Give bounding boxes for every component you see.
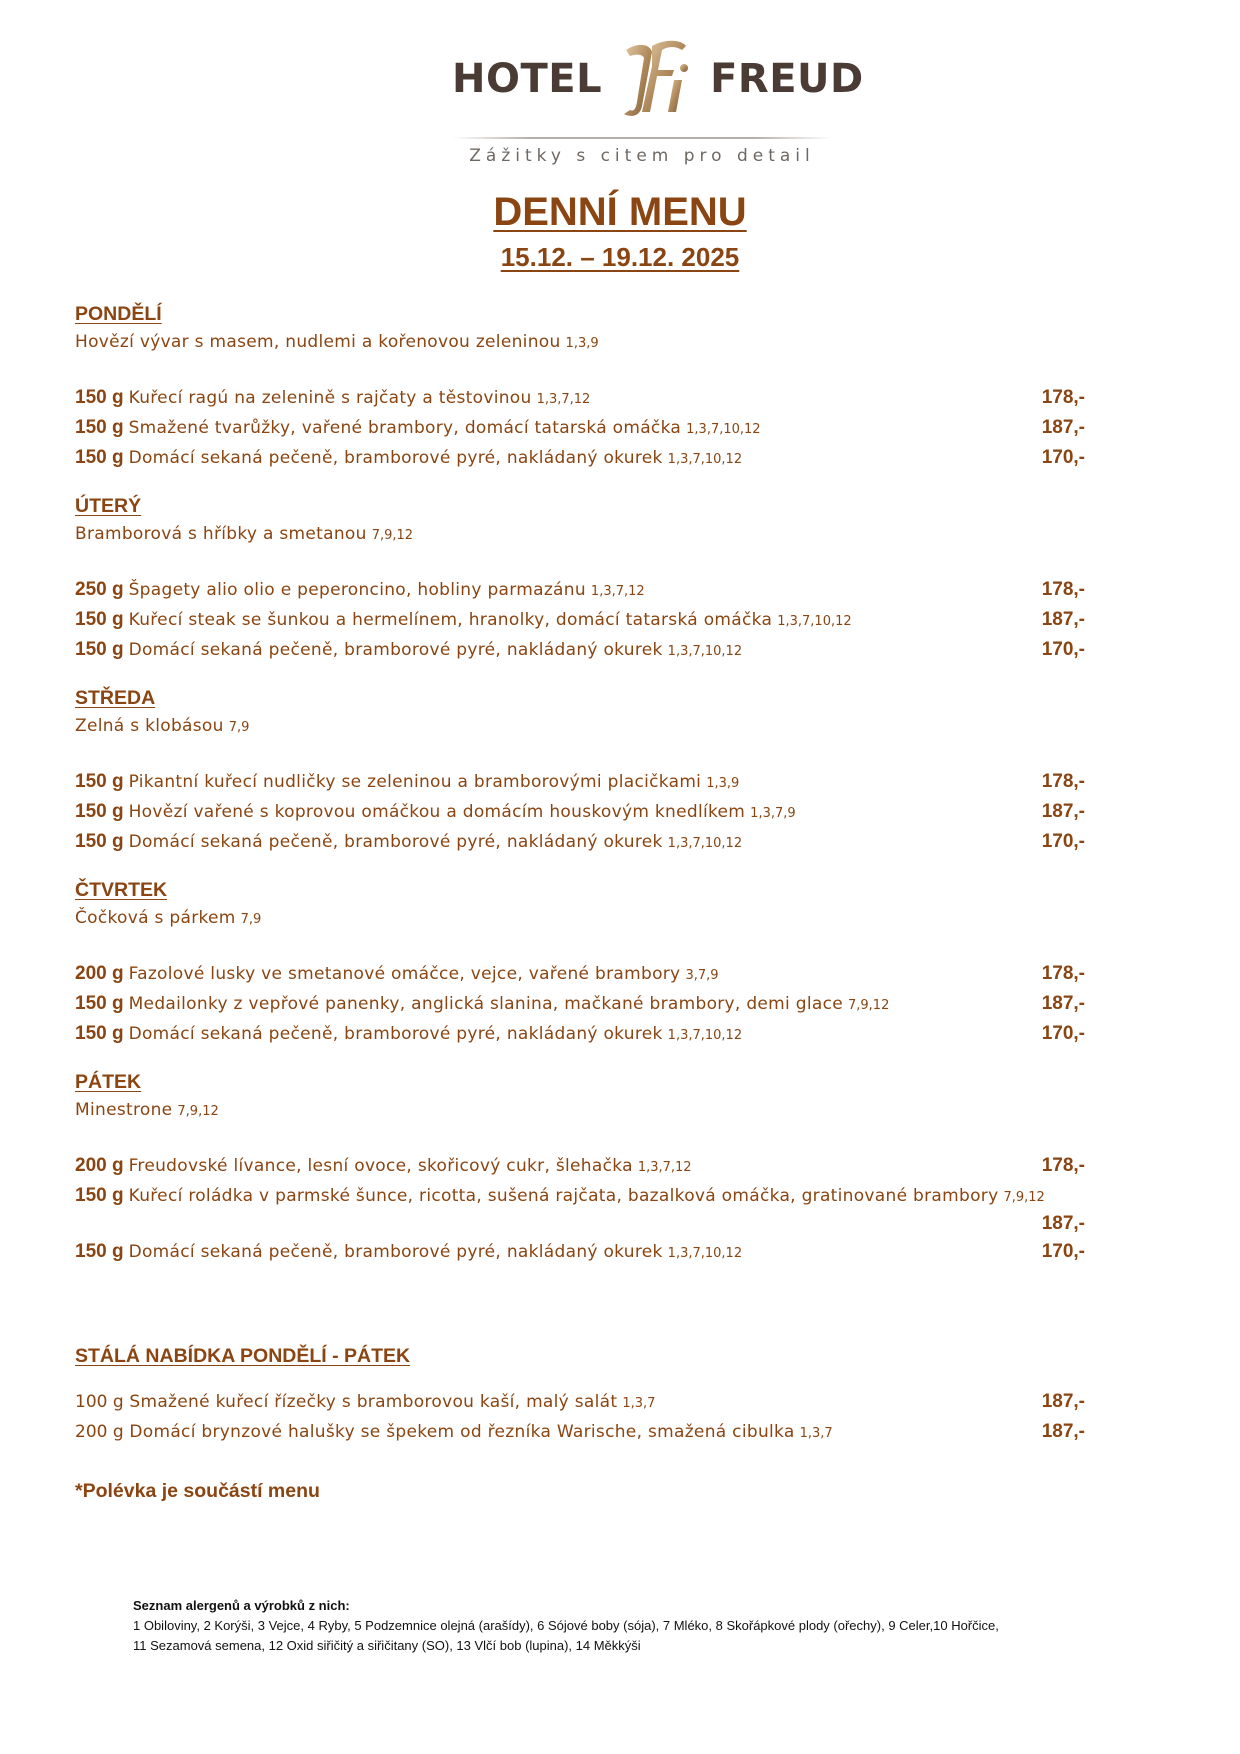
- meal-qty: 150 g: [75, 639, 124, 660]
- meal-allergens: 1,3,9: [706, 776, 740, 791]
- meal-row: [75, 1238, 1095, 1268]
- meal-price: 178,-: [1041, 1155, 1085, 1176]
- meal-price: 178,-: [1041, 579, 1085, 600]
- meal-text: Domácí brynzové halušky se špekem od řezníka Warische, smažená cibulka: [129, 1422, 795, 1442]
- meal-allergens: 1,3,7,10,12: [667, 1028, 743, 1043]
- standing-offer-title: STÁLÁ NABÍDKA PONDĚLÍ - PÁTEK: [75, 1345, 411, 1367]
- meal-qty: 150 g: [75, 417, 124, 438]
- meal-text: Smažené kuřecí řízečky s bramborovou kaší, malý salát: [129, 1392, 618, 1412]
- soup-allergens: 7,9,12: [371, 528, 414, 543]
- logo-wordmark: [452, 44, 864, 114]
- day-name: ČTVRTEK: [75, 879, 168, 901]
- meal-text: Smažené tvarůžky, vařené brambory, domácí tatarská omáčka: [128, 418, 682, 438]
- meal-allergens: 1,3,7: [799, 1426, 833, 1441]
- soup-text: Minestrone: [75, 1100, 173, 1120]
- meal-text: Pikantní kuřecí nudličky se zeleninou a bramborovými placičkami: [128, 772, 702, 792]
- meal-allergens: 1,3,7,12: [590, 584, 645, 599]
- meal-price: 178,-: [1041, 771, 1085, 792]
- soup-text: Čočková s párkem: [75, 908, 236, 928]
- meal-row: [75, 768, 1095, 798]
- meal-qty: 200 g: [75, 1422, 124, 1442]
- soup-allergens: 7,9,12: [177, 1104, 219, 1119]
- logo-tagline: Zážitky s citem pro detail: [469, 146, 815, 166]
- soup-line: [75, 1096, 1095, 1124]
- standing-row: [75, 1388, 1095, 1418]
- meal-qty: 150 g: [75, 1241, 124, 1262]
- meal-allergens: 1,3,7,10,12: [777, 614, 852, 629]
- meal-text: Fazolové lusky ve smetanové omáčce, vejce, vařené brambory: [128, 964, 681, 984]
- logo-word-freud: FREUD: [710, 56, 864, 102]
- allergen-legend-line: 1 Obiloviny, 2 Korýši, 3 Vejce, 4 Ryby, 5 Podzemnice olejná (arašídy), 6 Sójové boby (sója), 7 Mléko, 8 Skořápkové plody (ořechy), 9 Celer,10 Hořčice,: [133, 1618, 999, 1633]
- meal-qty: 150 g: [75, 1023, 124, 1044]
- soup-line: [75, 904, 1095, 932]
- meal-row: [75, 828, 1095, 858]
- meal-price: 187,-: [1041, 1213, 1085, 1234]
- standing-offer: [75, 1342, 1095, 1448]
- meal-text: Domácí sekaná pečeně, bramborové pyré, nakládaný okurek: [128, 1242, 663, 1262]
- meal-price: 170,-: [1041, 639, 1085, 660]
- meal-row: [75, 606, 1095, 636]
- meal-price: 187,-: [1041, 417, 1085, 438]
- soup-text: Zelná s klobásou: [75, 716, 224, 736]
- meal-allergens: 1,3,7,10,12: [667, 836, 743, 851]
- meal-qty: 150 g: [75, 801, 124, 822]
- meal-qty: 100 g: [75, 1392, 124, 1412]
- meal-text: Domácí sekaná pečeně, bramborové pyré, nakládaný okurek: [128, 640, 663, 660]
- meal-row: [75, 960, 1095, 990]
- meal-price: 178,-: [1041, 387, 1085, 408]
- standing-row: [75, 1418, 1095, 1448]
- meal-text: Hovězí vařené s koprovou omáčkou a domácím houskovým knedlíkem: [128, 802, 746, 822]
- day-name: ÚTERÝ: [75, 495, 142, 517]
- menu-title: DENNÍ MENU: [493, 190, 747, 234]
- hotel-logo: [0, 22, 1240, 166]
- day-tuesday: [75, 492, 1095, 666]
- meal-qty: 150 g: [75, 387, 124, 408]
- meal-qty: 150 g: [75, 447, 124, 468]
- meal-row: [75, 1152, 1095, 1182]
- meal-price: 187,-: [1041, 1391, 1085, 1412]
- soup-allergens: 1,3,9: [565, 336, 599, 351]
- soup-included-note: *Polévka je součástí menu: [75, 1480, 320, 1502]
- meal-qty: 250 g: [75, 579, 124, 600]
- day-thursday: [75, 876, 1095, 1050]
- soup-text: Bramborová s hříbky a smetanou: [75, 524, 367, 544]
- meal-qty: 150 g: [75, 993, 124, 1014]
- meal-text: Domácí sekaná pečeně, bramborové pyré, nakládaný okurek: [128, 1024, 663, 1044]
- logo-word-hotel: HOTEL: [452, 56, 603, 102]
- meal-price: 178,-: [1041, 963, 1085, 984]
- meal-allergens: 1,3,7: [622, 1396, 656, 1411]
- meal-price: 170,-: [1041, 447, 1085, 468]
- meal-row: [75, 636, 1095, 666]
- meal-row: [75, 414, 1095, 444]
- day-monday: [75, 300, 1095, 474]
- meal-qty: 150 g: [75, 771, 124, 792]
- day-friday: [75, 1068, 1095, 1268]
- meal-text: Domácí sekaná pečeně, bramborové pyré, nakládaný okurek: [128, 832, 663, 852]
- meal-text: Kuřecí ragú na zelenině s rajčaty a těstovinou: [128, 388, 532, 408]
- soup-allergens: 7,9: [240, 912, 262, 927]
- meal-row: [75, 798, 1095, 828]
- weekly-menu: [75, 300, 1095, 1286]
- logo-divider: [452, 137, 832, 139]
- meal-allergens: 1,3,7,12: [536, 392, 591, 407]
- meal-allergens: 1,3,7,10,12: [686, 422, 761, 437]
- meal-row: [75, 444, 1095, 474]
- soup-line: [75, 520, 1095, 548]
- meal-text: Špagety alio olio e peperoncino, hobliny parmazánu: [128, 580, 586, 600]
- menu-dates: 15.12. – 19.12. 2025: [500, 242, 740, 272]
- day-name: STŘEDA: [75, 687, 156, 709]
- meal-price: 187,-: [1041, 1421, 1085, 1442]
- allergen-legend-heading: Seznam alergenů a výrobků z nich:: [133, 1598, 350, 1613]
- meal-row: [75, 576, 1095, 606]
- meal-allergens: 1,3,7,10,12: [667, 452, 743, 467]
- meal-qty: 150 g: [75, 609, 124, 630]
- day-wednesday: [75, 684, 1095, 858]
- meal-price: 170,-: [1041, 831, 1085, 852]
- meal-row: [75, 990, 1095, 1020]
- meal-allergens: 1,3,7,12: [637, 1160, 692, 1175]
- soup-text: Hovězí vývar s masem, nudlemi a kořenovou zeleninou: [75, 332, 561, 352]
- meal-text: Freudovské lívance, lesní ovoce, skořicový cukr, šlehačka: [128, 1156, 633, 1176]
- meal-qty: 200 g: [75, 1155, 124, 1176]
- meal-allergens: 7,9,12: [1003, 1190, 1045, 1205]
- meal-text: Domácí sekaná pečeně, bramborové pyré, nakládaný okurek: [128, 448, 663, 468]
- meal-price: 170,-: [1041, 1241, 1085, 1262]
- meal-qty: 150 g: [75, 831, 124, 852]
- hotel-freud-monogram-icon: [608, 36, 704, 122]
- meal-qty: 150 g: [75, 1185, 124, 1206]
- meal-qty: 200 g: [75, 963, 124, 984]
- meal-row: [75, 1020, 1095, 1050]
- allergen-legend-line: 11 Sezamová semena, 12 Oxid siřičitý a siřičitany (SO), 13 Vlčí bob (lupina), 14 Měkkýši: [133, 1638, 641, 1653]
- meal-allergens: 1,3,7,10,12: [667, 1246, 743, 1261]
- day-name: PÁTEK: [75, 1071, 142, 1093]
- meal-text: Medailonky z vepřové panenky, anglická slanina, mačkané brambory, demi glace: [128, 994, 843, 1014]
- day-name: PONDĚLÍ: [75, 303, 162, 325]
- meal-price: 187,-: [1041, 801, 1085, 822]
- meal-allergens: 1,3,7,10,12: [667, 644, 743, 659]
- soup-allergens: 7,9: [228, 720, 250, 735]
- meal-text: Kuřecí steak se šunkou a hermelínem, hranolky, domácí tatarská omáčka: [128, 610, 773, 630]
- allergen-legend: [133, 1596, 1153, 1656]
- meal-allergens: 3,7,9: [685, 968, 719, 983]
- meal-allergens: 7,9,12: [848, 998, 890, 1013]
- meal-price: 187,-: [1041, 993, 1085, 1014]
- meal-price: 170,-: [1041, 1023, 1085, 1044]
- meal-text: Kuřecí roládka v parmské šunce, ricotta, sušená rajčata, bazalková omáčka, gratinované brambory: [128, 1186, 999, 1206]
- meal-row: [75, 1182, 1095, 1238]
- meal-allergens: 1,3,7,9: [750, 806, 796, 821]
- soup-line: [75, 712, 1095, 740]
- meal-price: 187,-: [1041, 609, 1085, 630]
- meal-row: [75, 384, 1095, 414]
- soup-line: [75, 328, 1095, 356]
